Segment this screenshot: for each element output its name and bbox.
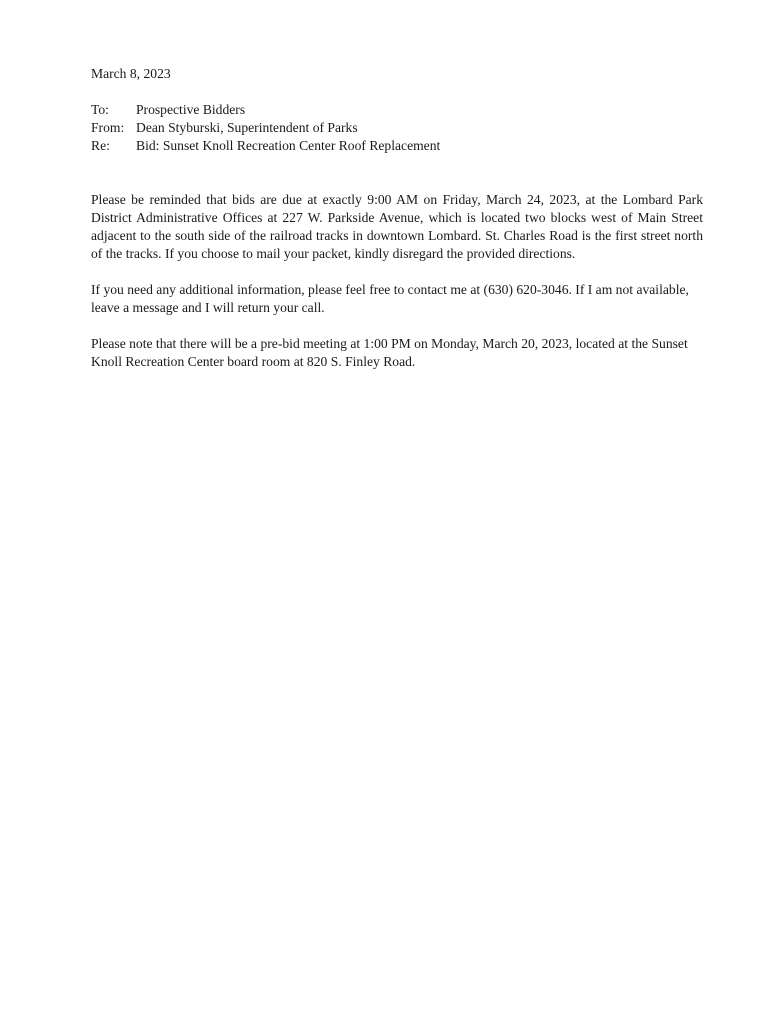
memo-row-re: [91, 137, 711, 155]
letter-date: March 8, 2023: [91, 66, 171, 81]
letter-body: [91, 191, 703, 389]
paragraph-contact: If you need any additional information, please feel free to contact me at (630) 620-3046. If I am not available, leave a message and I will return your call.: [91, 282, 689, 315]
memo-row-to: [91, 101, 711, 119]
memo-label-to: To:: [91, 102, 109, 117]
memo-value-re: Bid: Sunset Knoll Recreation Center Roof Replacement: [136, 138, 441, 153]
paragraph-bid-deadline: Please be reminded that bids are due at exactly 9:00 AM on Friday, March 24, 2023, at the Lombard Park District Administrative Offices at 227 W. Parkside Avenue, which is located two blocks west of Main Street adjacent to the south side of the railroad tracks in downtown Lombard. St. Charles Road is the first street north of the tracks. If you choose to mail your packet, kindly disregard the provided directions.: [91, 192, 703, 261]
memo-header: [91, 101, 711, 155]
memo-row-from: [91, 119, 711, 137]
memo-value-to: Prospective Bidders: [136, 102, 246, 117]
memo-label-from: From:: [91, 120, 125, 135]
paragraph-prebid-meeting: Please note that there will be a pre-bid meeting at 1:00 PM on Monday, March 20, 2023, located at the Sunset Knoll Recreation Center board room at 820 S. Finley Road.: [91, 336, 688, 369]
memo-value-from: Dean Styburski, Superintendent of Parks: [136, 120, 358, 135]
memo-label-re: Re:: [91, 138, 110, 153]
